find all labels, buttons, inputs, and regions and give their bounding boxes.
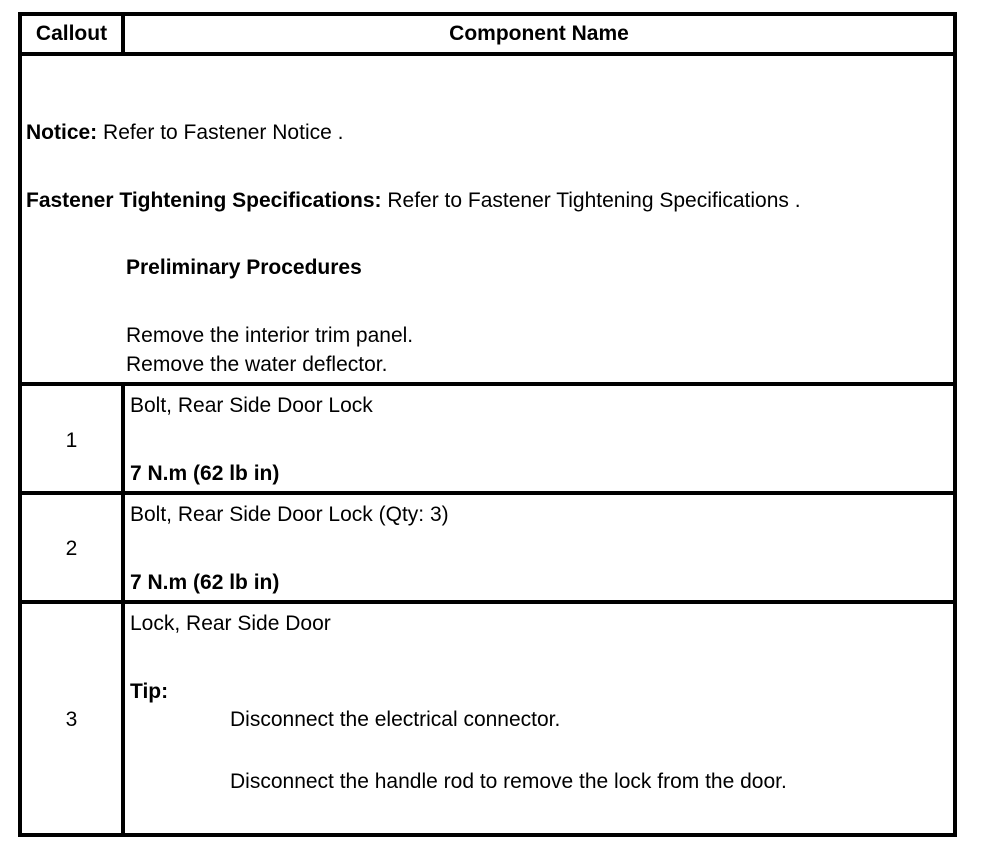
fastener-spec-text: Refer to Fastener Tightening Specifications . <box>381 189 801 212</box>
preliminary-step: Remove the interior trim panel. <box>126 324 414 347</box>
header-divider <box>18 52 957 56</box>
fastener-spec-label: Fastener Tightening Specifications: <box>26 189 382 212</box>
row-3-callout: 3 <box>65 708 78 731</box>
header-component-name: Component Name <box>449 22 629 45</box>
notice-line <box>26 121 343 145</box>
row-3-tip-step: Disconnect the electrical connector. <box>230 708 561 731</box>
notice-text: Refer to Fastener Notice . <box>97 121 344 144</box>
row-1-divider <box>18 491 957 495</box>
row-2-torque-spec: 7 N.m (62 lb in) <box>130 571 280 594</box>
row-3-tip-label: Tip: <box>130 680 169 703</box>
row-1-callout: 1 <box>65 429 78 452</box>
row-2-callout: 2 <box>65 537 78 560</box>
rows-column-divider <box>121 382 125 837</box>
row-3-component-name: Lock, Rear Side Door <box>130 612 331 635</box>
row-1-torque-spec: 7 N.m (62 lb in) <box>130 462 280 485</box>
notice-label: Notice: <box>26 121 98 144</box>
preliminary-procedures-title: Preliminary Procedures <box>126 256 362 279</box>
preliminary-step: Remove the water deflector. <box>126 353 388 376</box>
fastener-spec-line <box>26 189 801 213</box>
row-3-tip-step: Disconnect the handle rod to remove the lock from the door. <box>230 770 787 793</box>
intro-divider <box>18 382 957 386</box>
row-2-divider <box>18 600 957 604</box>
row-1-component-name: Bolt, Rear Side Door Lock <box>130 394 373 417</box>
row-2-component-name: Bolt, Rear Side Door Lock (Qty: 3) <box>130 503 449 526</box>
header-callout: Callout <box>35 22 108 45</box>
